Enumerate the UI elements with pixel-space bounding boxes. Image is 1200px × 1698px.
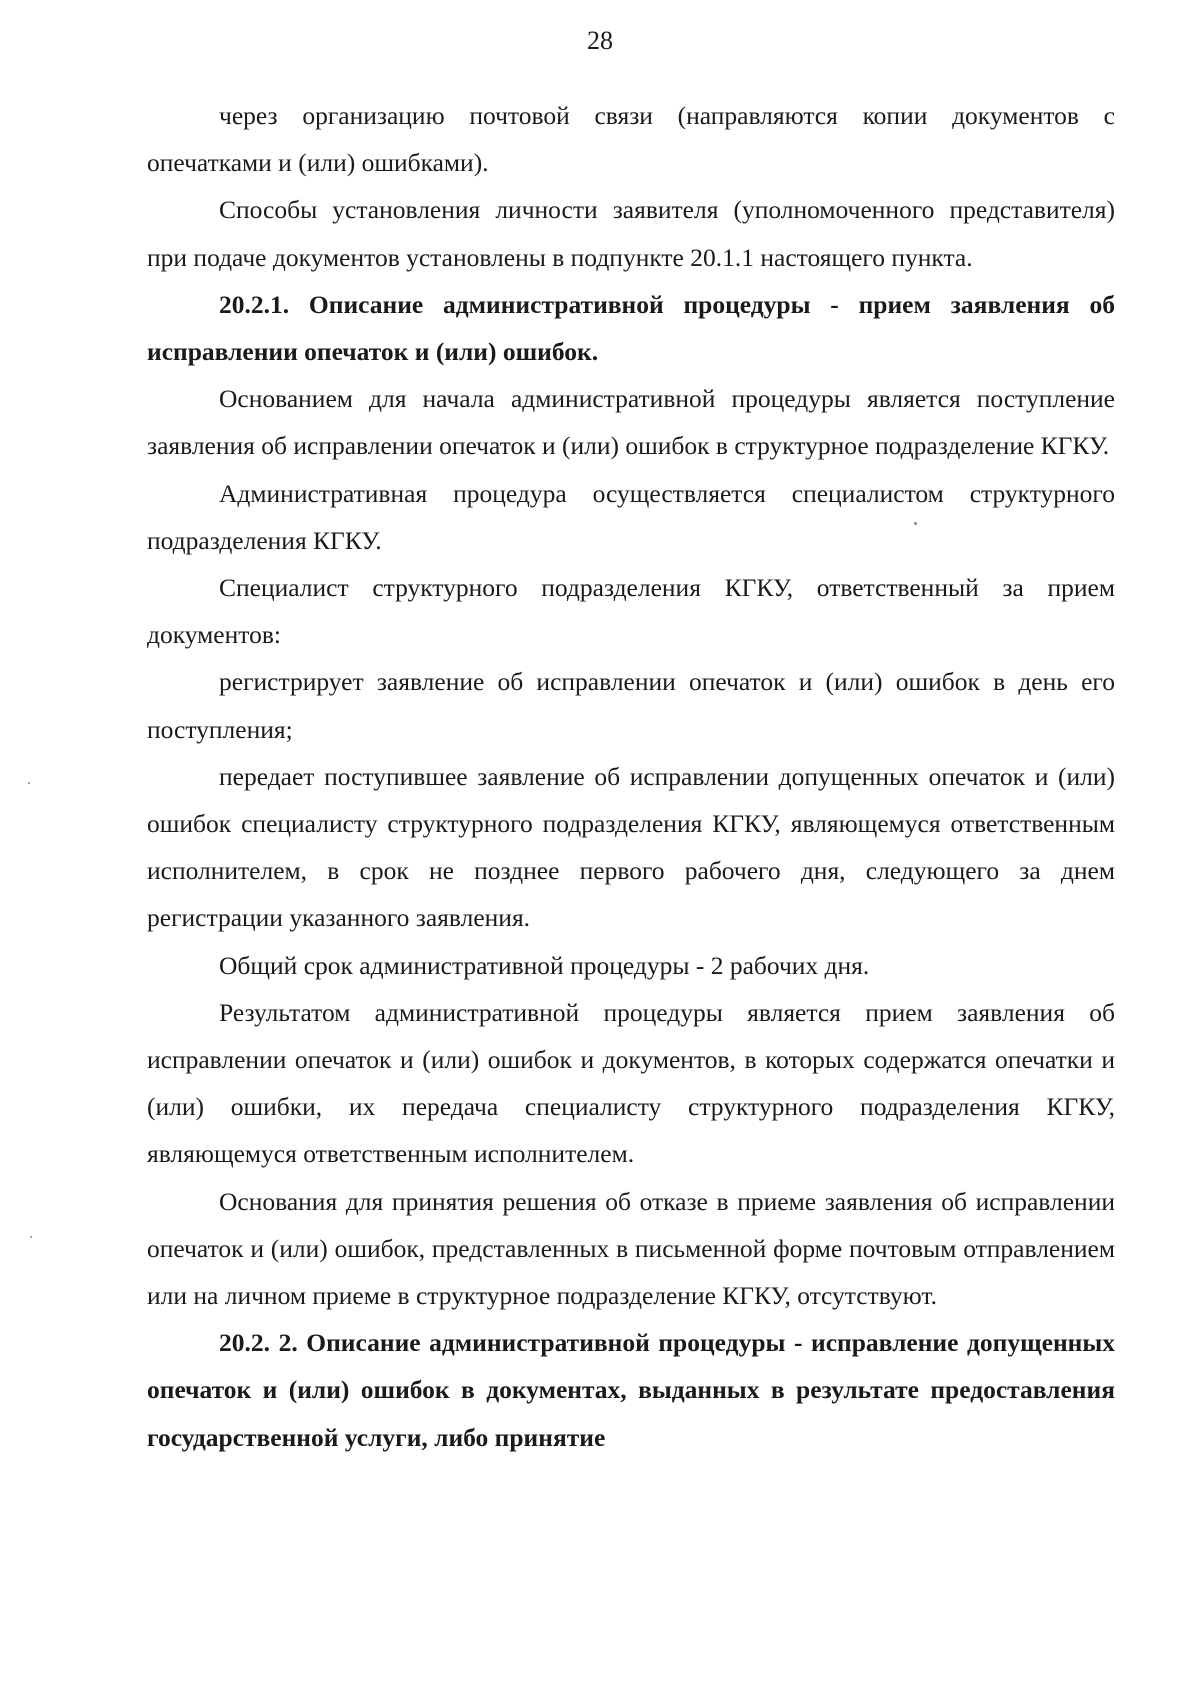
paragraph-identity-methods: Способы установления личности заявителя (уполномоченного представителя) при подаче документов установлены в подпункте 20.1.1 настоящего пункта.: [147, 195, 1115, 272]
paragraph-specialist-duties: Специалист структурного подразделения КГКУ, ответственный за прием документов:: [147, 573, 1115, 650]
scan-speck: [28, 782, 30, 784]
paragraph-transfers: передает поступившее заявление об исправлении допущенных опечаток и (или) ошибок специалисту структурного подразделения КГКУ, являющемуся ответственным исполнителем, в срок не позднее первого рабочего дня, следующего за днем регистрации указанного заявления.: [147, 761, 1115, 933]
scan-speck: [914, 522, 917, 525]
paragraph-grounds: Основанием для начала административной процедуры является поступление заявления об исправлении опечаток и (или) ошибок в структурное подразделение КГКУ.: [147, 384, 1115, 461]
paragraph-postal-copies: через организацию почтовой связи (направляются копии документов с опечатками и (или) ошибками).: [147, 101, 1115, 178]
paragraph-refusal-grounds: Основания для принятия решения об отказе в приеме заявления об исправлении опечаток и (или) ошибок, представленных в письменной форме почтовым отправлением или на личном приеме в структурное подразделение КГКУ, отсутствуют.: [147, 1186, 1115, 1311]
section-heading-20-2-1: 20.2.1. Описание административной процедуры - прием заявления об исправлении опечаток и (или) ошибок.: [147, 289, 1115, 367]
paragraph-performed-by: Административная процедура осуществляется специалистом структурного подразделения КГКУ.: [147, 478, 1115, 555]
document-body: [147, 92, 1115, 1461]
paragraph-result: Результатом административной процедуры является прием заявления об исправлении опечаток и (или) ошибок и документов, в которых содержатся опечатки и (или) ошибки, их передача специалисту структурного подразделения КГКУ, являющемуся ответственным исполнителем.: [147, 997, 1115, 1169]
paragraph-total-term: Общий срок административной процедуры - 2 рабочих дня.: [219, 950, 870, 980]
page-number: 28: [587, 26, 613, 55]
paragraph-registers: регистрирует заявление об исправлении опечаток и (или) ошибок в день его поступления;: [147, 667, 1115, 744]
section-heading-20-2-2: 20.2. 2. Описание административной процедуры - исправление допущенных опечаток и (или) ошибок в документах, выданных в результате предоставления государственной услуги, либо принятие: [147, 1328, 1115, 1452]
scan-speck: [30, 1236, 32, 1238]
